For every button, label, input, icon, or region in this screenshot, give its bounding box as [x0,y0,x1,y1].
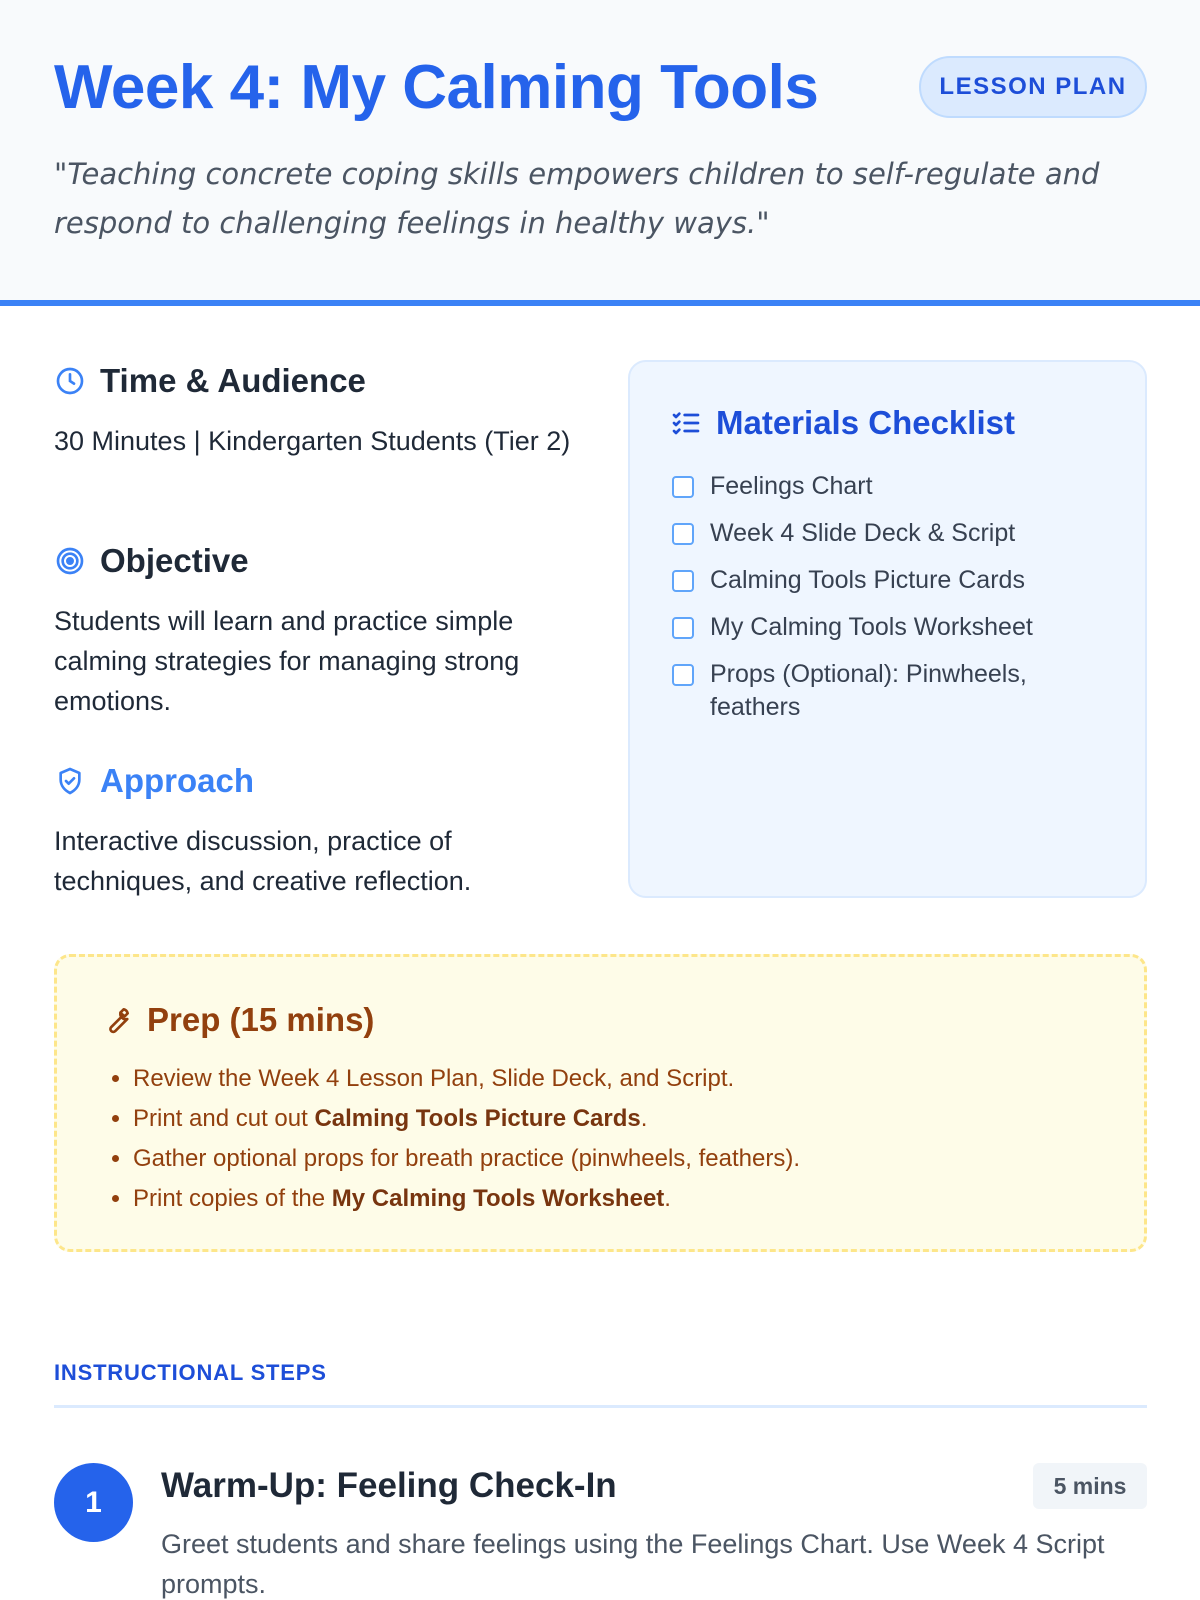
prep-item: • Gather optional props for breath practice (pinwheels, feathers). [133,1139,1113,1179]
materials-item-label: Calming Tools Picture Cards [710,566,1025,594]
clock-icon [54,365,86,397]
step-description: Greet students and share feelings using the Feelings Chart. Use Week 4 Script prompts. [161,1529,1105,1599]
time-audience-label: Time & Audience [100,362,366,399]
objective-heading [54,542,249,580]
time-audience-text: 30 Minutes | Kindergarten Students (Tier 2) [54,426,571,456]
materials-item[interactable] [672,470,1112,503]
target-icon [54,545,86,577]
prep-item: • Print copies of the My Calming Tools Worksheet. [133,1179,1113,1219]
wrench-icon [101,1004,133,1036]
checkbox[interactable] [672,617,694,639]
header-quote: "Teaching concrete coping skills empowers children to self-regulate and respond to challenging feelings in healthy ways." [54,157,1100,240]
materials-checklist-panel [628,360,1147,898]
checkbox[interactable] [672,664,694,686]
prep-list [133,1059,1113,1219]
checkbox[interactable] [672,476,694,498]
materials-item-label: Week 4 Slide Deck & Script [710,519,1016,547]
shield-check-icon [54,765,86,797]
prep-label: Prep (15 mins) [147,1001,375,1038]
lesson-header [0,0,1200,306]
time-audience-heading [54,362,366,400]
prep-item: • Review the Week 4 Lesson Plan, Slide Deck, and Script. [133,1059,1113,1099]
divider [54,1405,1147,1408]
objective-label: Objective [100,542,249,579]
checkbox[interactable] [672,523,694,545]
instructional-steps-heading: INSTRUCTIONAL STEPS [54,1360,327,1385]
materials-heading [670,404,1015,442]
approach-heading [54,762,254,800]
prep-panel [54,954,1147,1252]
list-check-icon [670,407,702,439]
materials-label: Materials Checklist [716,404,1015,441]
materials-item-label: Feelings Chart [710,472,873,500]
approach-text: Interactive discussion, practice of techniques, and creative reflection. [54,826,472,896]
step-duration-badge: 5 mins [1033,1463,1147,1509]
prep-item: • Print and cut out Calming Tools Picture Cards. [133,1099,1113,1139]
lesson-plan-badge: LESSON PLAN [919,56,1147,118]
approach-label: Approach [100,762,255,799]
materials-item[interactable] [672,564,1112,597]
materials-item[interactable] [672,611,1112,644]
step-number-badge: 1 [54,1463,133,1542]
materials-list [672,470,1112,738]
page-title: Week 4: My Calming Tools [54,53,819,122]
materials-item[interactable] [672,658,1112,724]
prep-heading [101,1001,374,1039]
step-title: Warm-Up: Feeling Check-In [161,1466,617,1505]
materials-item-label: My Calming Tools Worksheet [710,613,1033,641]
materials-item-label: Props (Optional): Pinwheels, feathers [710,660,1027,721]
objective-text: Students will learn and practice simple calming strategies for managing strong emotions. [54,606,520,716]
materials-item[interactable] [672,517,1112,550]
checkbox[interactable] [672,570,694,592]
